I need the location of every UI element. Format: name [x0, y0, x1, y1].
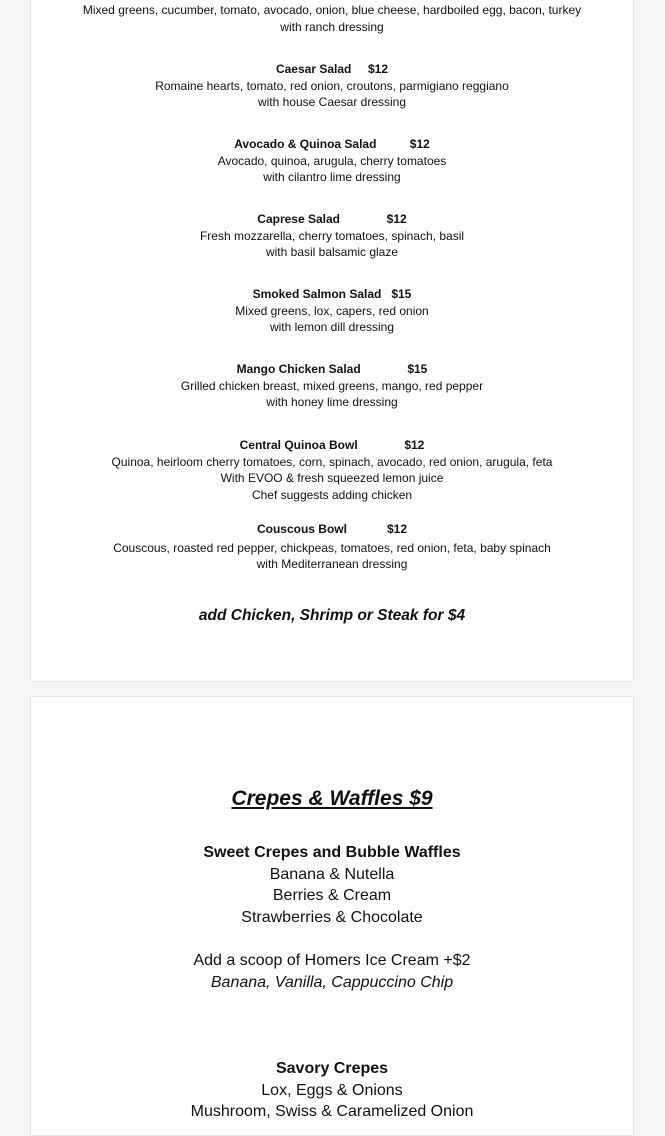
menu-item-name-price: Central Quinoa Bowl $12	[239, 438, 425, 452]
menu-item-dressing: with basil balsamic glaze	[265, 245, 399, 259]
ice-cream-addon	[31, 950, 633, 993]
menu-item-partial	[31, 2, 633, 35]
menu-item-avocado-quinoa-salad	[31, 136, 633, 186]
menu-item-dressing: with ranch dressing	[280, 19, 384, 34]
menu-item-description: Romaine hearts, tomato, red onion, croutons, parmigiano reggiano	[155, 78, 509, 93]
menu-item-caesar-salad	[31, 61, 633, 111]
sweet-item: Berries & Cream	[272, 887, 392, 905]
menu-item-dressing: with Mediterranean dressing	[256, 557, 408, 571]
menu-item-note: Chef suggests adding chicken	[251, 487, 413, 502]
menu-item-central-quinoa-bowl	[31, 437, 633, 503]
menu-item-smoked-salmon-salad	[31, 286, 633, 336]
menu-item-name-price: Mango Chicken Salad $15	[236, 362, 428, 376]
menu-item-name-price: Couscous Bowl $12	[256, 522, 408, 536]
menu-item-mango-chicken-salad	[31, 361, 633, 411]
menu-item-dressing: with cilantro lime dressing	[263, 170, 401, 184]
sweet-crepes-heading: Sweet Crepes and Bubble Waffles	[203, 844, 461, 861]
menu-item-name-price: Caesar Salad $12	[275, 62, 389, 76]
section-title: Crepes & Waffles $9	[231, 787, 433, 810]
menu-item-caprese-salad	[31, 211, 633, 261]
addon-protein-note: add Chicken, Shrimp or Steak for $4	[198, 607, 466, 624]
menu-item-name-price: Smoked Salmon Salad $15	[252, 287, 412, 301]
menu-item-description: Mixed greens, cucumber, tomato, avocado, onion, blue cheese, hardboiled egg, bacon, turkey	[82, 3, 582, 17]
menu-item-description: Fresh mozzarella, cherry tomatoes, spinach, basil	[199, 228, 465, 243]
menu-item-dressing: With EVOO & fresh squeezed lemon juice	[220, 471, 444, 485]
menu-item-couscous-bowl	[31, 521, 633, 573]
menu-page-crepes-waffles	[30, 696, 634, 1136]
menu-item-description: Avocado, quinoa, arugula, cherry tomatoes	[217, 153, 447, 168]
savory-crepes-heading: Savory Crepes	[275, 1060, 389, 1077]
menu-item-dressing: with house Caesar dressing	[257, 95, 407, 109]
sweet-crepes-section	[31, 842, 633, 928]
menu-item-description: Grilled chicken breast, mixed greens, mango, red pepper	[180, 378, 484, 393]
sweet-item: Strawberries & Chocolate	[241, 908, 423, 926]
savory-crepes-section	[31, 1058, 633, 1123]
menu-item-name-price: Caprese Salad $12	[257, 212, 407, 226]
sweet-item: Banana & Nutella	[269, 865, 395, 883]
menu-item-dressing: with lemon dill dressing	[269, 320, 395, 334]
ice-cream-flavors: Banana, Vanilla, Cappuccino Chip	[210, 973, 454, 991]
ice-cream-addon-line: Add a scoop of Homers Ice Cream +$2	[193, 952, 471, 969]
menu-item-description: Couscous, roasted red pepper, chickpeas, tomatoes, red onion, feta, baby spinach	[113, 540, 551, 555]
menu-item-description: Quinoa, heirloom cherry tomatoes, corn, spinach, avocado, red onion, arugula, feta	[111, 454, 553, 469]
menu-item-description: Mixed greens, lox, capers, red onion	[235, 303, 429, 318]
menu-page-salads	[30, 0, 634, 682]
savory-item: Mushroom, Swiss & Caramelized Onion	[190, 1103, 474, 1121]
menu-item-name-price: Avocado & Quinoa Salad $12	[234, 137, 430, 151]
savory-item: Lox, Eggs & Onions	[261, 1081, 403, 1099]
menu-item-dressing: with honey lime dressing	[266, 395, 398, 409]
